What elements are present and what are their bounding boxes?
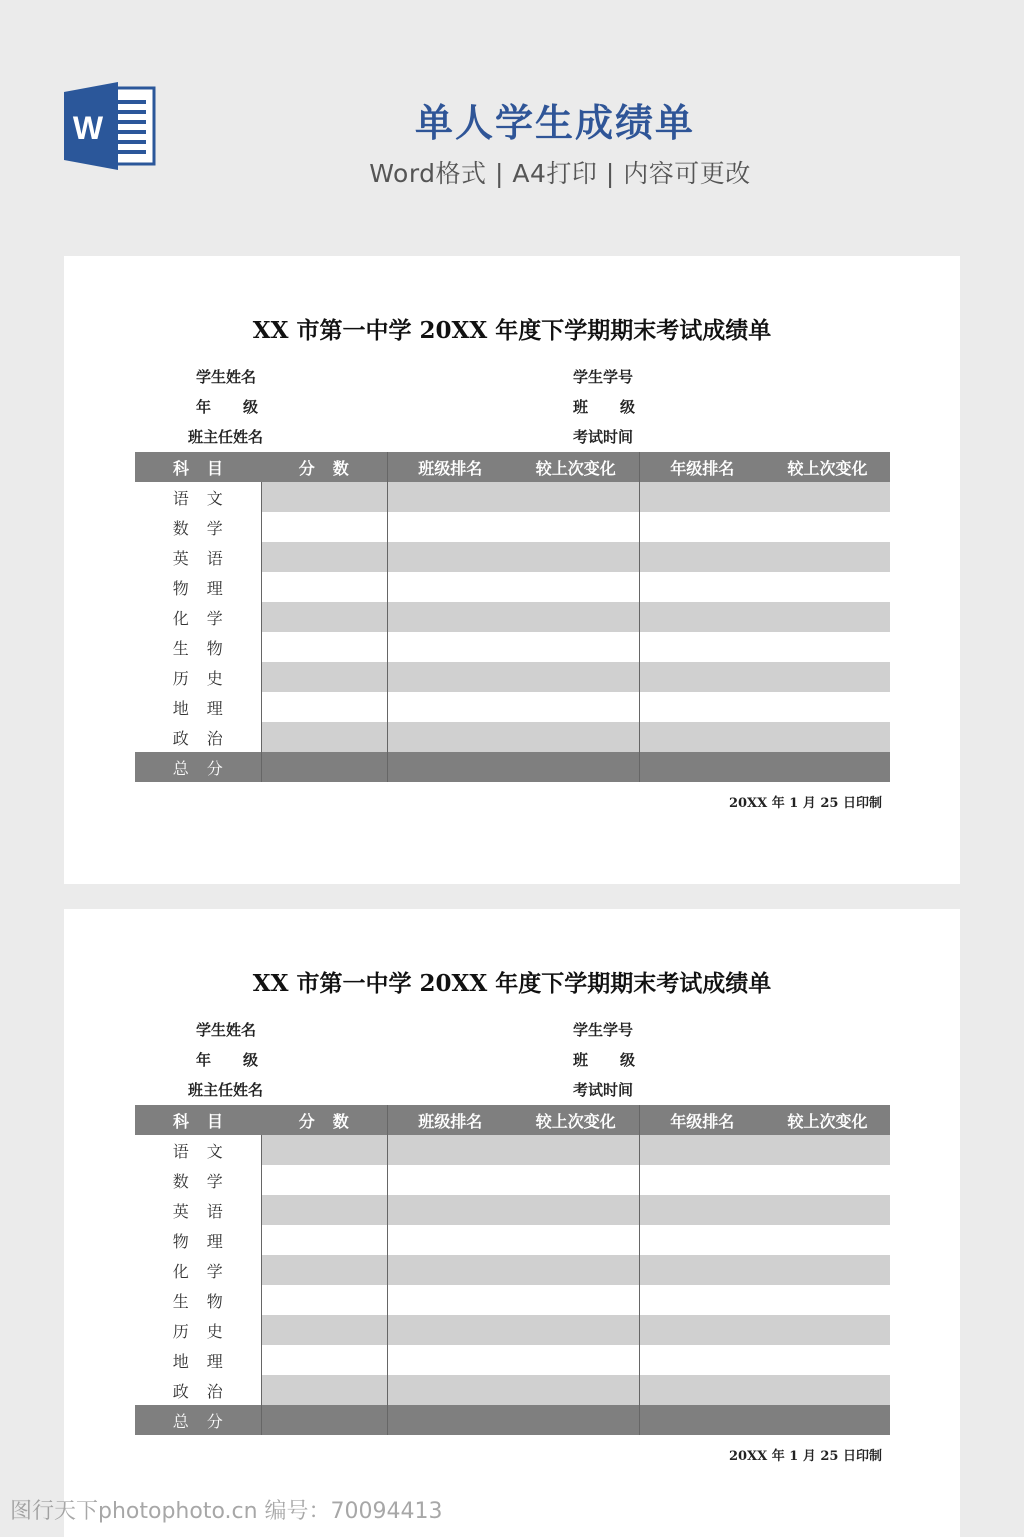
class-change-cell[interactable]: [513, 722, 639, 752]
class-rank-cell[interactable]: [387, 632, 513, 662]
grade-change-cell[interactable]: [765, 602, 890, 632]
word-logo-icon: [64, 82, 156, 170]
class-change-cell[interactable]: [513, 1135, 639, 1165]
grade-change-cell[interactable]: [765, 1225, 890, 1255]
table-row: [135, 1165, 890, 1195]
score-cell[interactable]: [261, 542, 387, 572]
grade-label: 年级: [196, 398, 291, 416]
table-row: [135, 692, 890, 722]
class-change-cell[interactable]: [513, 1195, 639, 1225]
table-row: [135, 1195, 890, 1225]
score-cell[interactable]: [261, 632, 387, 662]
score-cell[interactable]: [261, 662, 387, 692]
exam-time-label: 考试时间: [573, 1081, 634, 1099]
class-change-cell[interactable]: [513, 1315, 639, 1345]
student-name-label: 学生姓名: [196, 368, 257, 386]
grades-table: [135, 1105, 890, 1435]
score-cell[interactable]: [261, 722, 387, 752]
report-sheet-1: [64, 256, 960, 884]
grade-change-cell[interactable]: [765, 1345, 890, 1375]
column-header: 年级排名: [639, 1105, 765, 1135]
grade-rank-cell[interactable]: [639, 722, 765, 752]
grade-change-cell[interactable]: [765, 632, 890, 662]
table-row: [135, 542, 890, 572]
class-change-cell[interactable]: [513, 1165, 639, 1195]
grade-change-cell[interactable]: [765, 722, 890, 752]
class-rank-cell[interactable]: [387, 1315, 513, 1345]
class-rank-cell[interactable]: [387, 1165, 513, 1195]
class-rank-cell[interactable]: [387, 482, 513, 512]
score-cell[interactable]: [261, 602, 387, 632]
total-class-rank-cell[interactable]: [387, 752, 513, 782]
grade-change-cell[interactable]: [765, 572, 890, 602]
table-row: [135, 722, 890, 752]
grade-change-cell[interactable]: [765, 1285, 890, 1315]
class-change-cell[interactable]: [513, 1225, 639, 1255]
subject-cell: 物理: [135, 572, 261, 602]
grade-rank-cell[interactable]: [639, 1255, 765, 1285]
subject-cell: 历史: [135, 1315, 261, 1345]
subject-cell: 历史: [135, 662, 261, 692]
subject-cell: 英语: [135, 1195, 261, 1225]
grade-rank-cell[interactable]: [639, 692, 765, 722]
class-rank-cell[interactable]: [387, 1195, 513, 1225]
total-class-change-cell[interactable]: [513, 1405, 639, 1435]
total-class-change-cell[interactable]: [513, 752, 639, 782]
page-header: [0, 0, 1024, 240]
grade-rank-cell[interactable]: [639, 662, 765, 692]
grade-change-cell[interactable]: [765, 1255, 890, 1285]
class-rank-cell[interactable]: [387, 1255, 513, 1285]
grade-change-cell[interactable]: [765, 512, 890, 542]
class-change-cell[interactable]: [513, 572, 639, 602]
total-row: [135, 1405, 890, 1435]
grade-change-cell[interactable]: [765, 662, 890, 692]
grade-rank-cell[interactable]: [639, 1375, 765, 1405]
subject-cell: 数学: [135, 512, 261, 542]
watermark: 图行天下photophoto.cn 编号：70094413: [10, 1499, 443, 1524]
class-change-cell[interactable]: [513, 482, 639, 512]
logo-letter: W: [72, 110, 104, 146]
subject-cell: 政治: [135, 1375, 261, 1405]
score-cell[interactable]: [261, 692, 387, 722]
class-rank-cell[interactable]: [387, 722, 513, 752]
score-cell[interactable]: [261, 1375, 387, 1405]
grades-table: [135, 452, 890, 782]
class-label: 班级: [573, 398, 668, 416]
grade-rank-cell[interactable]: [639, 572, 765, 602]
score-cell[interactable]: [261, 1315, 387, 1345]
grade-rank-cell[interactable]: [639, 512, 765, 542]
grade-rank-cell[interactable]: [639, 1195, 765, 1225]
table-row: [135, 1315, 890, 1345]
sheet-title: XX 市第一中学 20XX 年度下学期期末考试成绩单: [252, 970, 772, 997]
grade-change-cell[interactable]: [765, 1195, 890, 1225]
table-header-row: [135, 1105, 890, 1135]
grade-rank-cell[interactable]: [639, 1135, 765, 1165]
teacher-name-label: 班主任姓名: [188, 1081, 264, 1099]
grade-change-cell[interactable]: [765, 1135, 890, 1165]
page-title: 单人学生成绩单: [414, 101, 695, 145]
grade-change-cell[interactable]: [765, 692, 890, 722]
table-row: [135, 1225, 890, 1255]
class-rank-cell[interactable]: [387, 1345, 513, 1375]
subject-cell: 生物: [135, 1285, 261, 1315]
subject-cell: 语文: [135, 1135, 261, 1165]
column-header: 较上次变化: [513, 1105, 639, 1135]
subject-cell: 地理: [135, 1345, 261, 1375]
grade-change-cell[interactable]: [765, 1315, 890, 1345]
total-row: [135, 752, 890, 782]
total-label: 总分: [135, 752, 261, 782]
table-header-row: [135, 452, 890, 482]
column-header: 较上次变化: [765, 452, 890, 482]
score-cell[interactable]: [261, 512, 387, 542]
column-header: 分数: [261, 1105, 387, 1135]
class-rank-cell[interactable]: [387, 1285, 513, 1315]
grade-rank-cell[interactable]: [639, 602, 765, 632]
score-cell[interactable]: [261, 1165, 387, 1195]
table-row: [135, 482, 890, 512]
table-row: [135, 602, 890, 632]
report-sheet-2: [64, 909, 960, 1537]
column-header: 较上次变化: [765, 1105, 890, 1135]
sheet-title: XX 市第一中学 20XX 年度下学期期末考试成绩单: [252, 317, 772, 344]
class-rank-cell[interactable]: [387, 572, 513, 602]
grade-rank-cell[interactable]: [639, 1345, 765, 1375]
score-cell[interactable]: [261, 1345, 387, 1375]
class-rank-cell[interactable]: [387, 1135, 513, 1165]
class-change-cell[interactable]: [513, 512, 639, 542]
table-row: [135, 512, 890, 542]
total-score-cell[interactable]: [261, 1405, 387, 1435]
class-change-cell[interactable]: [513, 1255, 639, 1285]
exam-time-label: 考试时间: [573, 428, 634, 446]
score-cell[interactable]: [261, 1135, 387, 1165]
grade-rank-cell[interactable]: [639, 1315, 765, 1345]
class-change-cell[interactable]: [513, 602, 639, 632]
grade-rank-cell[interactable]: [639, 542, 765, 572]
total-label: 总分: [135, 1405, 261, 1435]
class-change-cell[interactable]: [513, 632, 639, 662]
column-header: 分数: [261, 452, 387, 482]
class-change-cell[interactable]: [513, 662, 639, 692]
class-change-cell[interactable]: [513, 1345, 639, 1375]
class-rank-cell[interactable]: [387, 512, 513, 542]
score-cell[interactable]: [261, 482, 387, 512]
class-change-cell[interactable]: [513, 692, 639, 722]
class-change-cell[interactable]: [513, 1285, 639, 1315]
total-class-rank-cell[interactable]: [387, 1405, 513, 1435]
total-grade-rank-cell[interactable]: [639, 752, 765, 782]
subject-cell: 数学: [135, 1165, 261, 1195]
class-label: 班级: [573, 1051, 668, 1069]
subject-cell: 语文: [135, 482, 261, 512]
teacher-name-label: 班主任姓名: [188, 428, 264, 446]
grade-change-cell[interactable]: [765, 482, 890, 512]
column-header: 班级排名: [387, 452, 513, 482]
grade-rank-cell[interactable]: [639, 482, 765, 512]
total-score-cell[interactable]: [261, 752, 387, 782]
student-name-label: 学生姓名: [196, 1021, 257, 1039]
total-grade-change-cell[interactable]: [765, 752, 890, 782]
score-cell[interactable]: [261, 1255, 387, 1285]
table-row: [135, 662, 890, 692]
column-header: 较上次变化: [513, 452, 639, 482]
page-subtitle: Word格式 | A4打印 | 内容可更改: [369, 159, 751, 188]
subject-cell: 英语: [135, 542, 261, 572]
grade-change-cell[interactable]: [765, 1375, 890, 1405]
class-rank-cell[interactable]: [387, 692, 513, 722]
score-cell[interactable]: [261, 1285, 387, 1315]
score-cell[interactable]: [261, 572, 387, 602]
grade-rank-cell[interactable]: [639, 1165, 765, 1195]
grade-rank-cell[interactable]: [639, 1285, 765, 1315]
table-row: [135, 1345, 890, 1375]
subject-cell: 物理: [135, 1225, 261, 1255]
subject-cell: 生物: [135, 632, 261, 662]
class-rank-cell[interactable]: [387, 542, 513, 572]
score-cell[interactable]: [261, 1195, 387, 1225]
class-change-cell[interactable]: [513, 542, 639, 572]
class-rank-cell[interactable]: [387, 1225, 513, 1255]
column-header: 班级排名: [387, 1105, 513, 1135]
column-header: 科目: [135, 1105, 261, 1135]
grade-change-cell[interactable]: [765, 542, 890, 572]
table-row: [135, 1375, 890, 1405]
subject-cell: 化学: [135, 602, 261, 632]
table-row: [135, 632, 890, 662]
class-rank-cell[interactable]: [387, 662, 513, 692]
table-row: [135, 572, 890, 602]
subject-cell: 地理: [135, 692, 261, 722]
subject-cell: 政治: [135, 722, 261, 752]
table-row: [135, 1285, 890, 1315]
class-rank-cell[interactable]: [387, 602, 513, 632]
score-cell[interactable]: [261, 1225, 387, 1255]
table-row: [135, 1255, 890, 1285]
table-row: [135, 1135, 890, 1165]
grade-rank-cell[interactable]: [639, 632, 765, 662]
class-rank-cell[interactable]: [387, 1375, 513, 1405]
column-header: 科目: [135, 452, 261, 482]
student-id-label: 学生学号: [573, 368, 634, 386]
total-grade-change-cell[interactable]: [765, 1405, 890, 1435]
total-grade-rank-cell[interactable]: [639, 1405, 765, 1435]
class-change-cell[interactable]: [513, 1375, 639, 1405]
column-header: 年级排名: [639, 452, 765, 482]
grade-rank-cell[interactable]: [639, 1225, 765, 1255]
grade-label: 年级: [196, 1051, 291, 1069]
print-date: 20XX 年 1 月 25 日印制: [728, 796, 882, 811]
subject-cell: 化学: [135, 1255, 261, 1285]
student-id-label: 学生学号: [573, 1021, 634, 1039]
grade-change-cell[interactable]: [765, 1165, 890, 1195]
print-date: 20XX 年 1 月 25 日印制: [728, 1449, 882, 1464]
